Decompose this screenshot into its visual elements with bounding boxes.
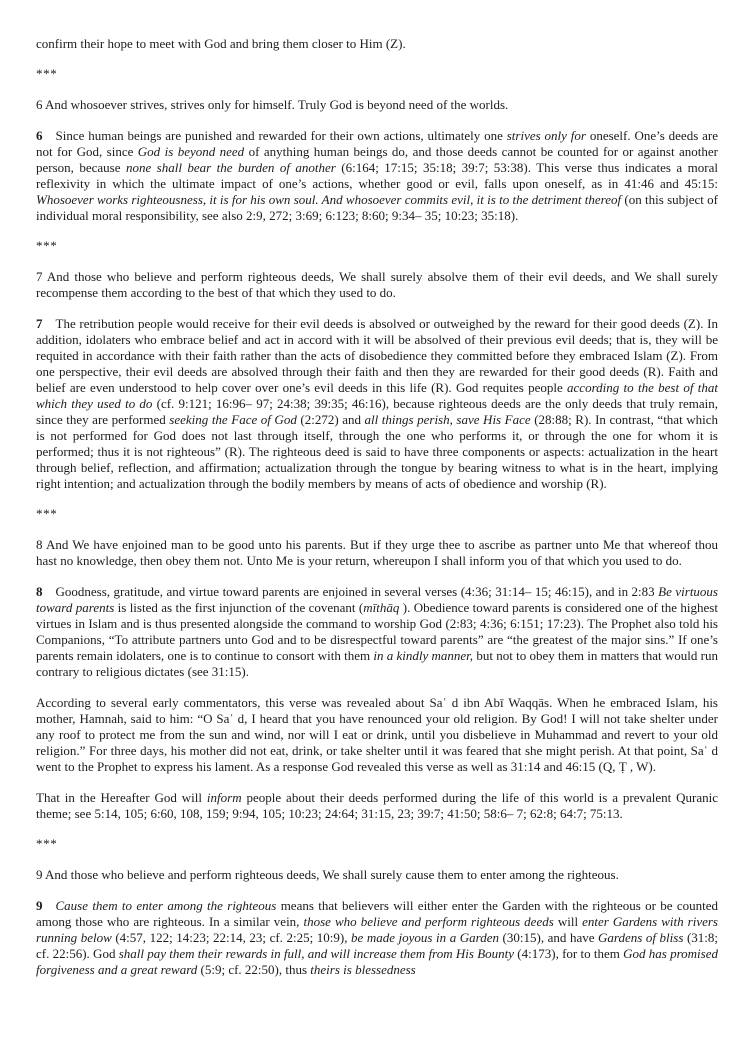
prose-run: ***	[36, 836, 58, 851]
prose-run: (4:173), for to them	[514, 946, 624, 961]
prose-run: (cf. 9:121; 16:96– 97; 24:38; 39:35; 46:16), because righteous deeds are the only deeds that truly remain, since they are performed	[36, 396, 718, 427]
quoted-scripture-run: Whosoever works righteousness, it is for his own soul. And whosoever commits evil, it is to the detriment thereof	[36, 192, 622, 207]
prose-run: ***	[36, 506, 58, 521]
prose-run: According to several early commentators, this verse was revealed about Saʿ d ibn Abī Waqqās. When he embraced Islam, his mother, Hamnah, said to him: “O Saʿ d, I heard that you have renounced your old religion. By God! I will not take shelter under any roof to protect me from the sun and wind, nor will I eat or drink, until you disbelieve in Muhammad and revert to your old religion.” For three days, his mother did not eat, drink, or take shelter until it was feared that she might perish. At that point, Saʿ d went to the Prophet to express his lament. As a response God revealed this verse as well as 31:14 and 46:15 (Q, Ṭ , W).	[36, 695, 718, 774]
prose-run: oneself. One’s deeds are not for God, since	[36, 128, 718, 159]
quoted-scripture-run: theirs is blessedness	[310, 962, 416, 977]
prose-run: will	[553, 914, 583, 929]
prose-run: is listed as the first injunction of the covenant (	[114, 600, 364, 615]
prose-run: means that believers will either enter the Garden with the righteous or be counted among those who are righteous. In a similar vein,	[36, 898, 718, 929]
quoted-scripture-run: Gardens of bliss	[598, 930, 684, 945]
prose-run: 6 And whosoever strives, strives only for himself. Truly God is beyond need of the worlds.	[36, 97, 509, 112]
quoted-scripture-run: none shall bear the burden of another	[125, 160, 336, 175]
quoted-scripture-run: seeking the Face of God	[169, 412, 297, 427]
commentary-verse-number: 7	[36, 316, 43, 331]
verse-text	[36, 537, 718, 569]
quoted-scripture-run: those who believe and perform righteous deeds	[303, 914, 554, 929]
quoted-scripture-run: according to the best of that which they used to do	[36, 380, 718, 411]
prose-run: (30:15), and have	[499, 930, 599, 945]
prose-run: (5:9; cf. 22:50), thus	[197, 962, 311, 977]
prose-run: (31:8; cf. 22:56). God	[36, 930, 719, 961]
commentary-verse-number: 9	[36, 898, 43, 913]
quoted-scripture-run: Be virtuous toward parents	[36, 584, 718, 615]
quoted-scripture-run: God is beyond need	[137, 144, 245, 159]
prose-run: 9 And those who believe and perform righteous deeds, We shall surely cause them to enter among the righteous.	[36, 867, 619, 882]
section-divider	[36, 507, 718, 521]
section-divider	[36, 67, 718, 81]
quoted-scripture-run: Cause them to enter among the righteous	[55, 898, 277, 913]
prose-run: (2:272) and	[296, 412, 365, 427]
prose-run: (4:57, 122; 14:23; 22:14, 23; cf. 2:25; 10:9),	[111, 930, 352, 945]
section-divider	[36, 837, 718, 851]
prose-run: Since human beings are punished and rewarded for their own actions, ultimately one	[55, 128, 507, 143]
body-paragraph	[36, 36, 718, 52]
quoted-scripture-run: strives only for	[506, 128, 586, 143]
quoted-scripture-run: mīthāq	[363, 600, 400, 615]
prose-run: ***	[36, 66, 58, 81]
commentary-paragraph	[36, 584, 718, 680]
quoted-scripture-run: shall pay them their rewards in full, and will increase them from His Bounty	[118, 946, 515, 961]
prose-run: (on this subject of individual moral responsibility, see also 2:9, 272; 3:69; 6:123; 8:60; 9:34– 35; 10:23; 35:18).	[36, 192, 719, 223]
commentary-paragraph	[36, 316, 718, 492]
prose-run: confirm their hope to meet with God and bring them closer to Him (Z).	[36, 36, 406, 51]
verse-text	[36, 867, 718, 883]
verse-text	[36, 269, 718, 301]
prose-run: 7 And those who believe and perform righteous deeds, We shall surely absolve them of their evil deeds, and We shall surely recompense them according to the best of that which they used to do.	[36, 269, 718, 300]
quoted-scripture-run: enter Gardens with rivers running below	[36, 914, 718, 945]
verse-text	[36, 97, 718, 113]
prose-run: of anything human beings do, and those deeds cannot be counted for or against another person, because	[36, 144, 719, 175]
prose-run: ***	[36, 238, 58, 253]
quoted-scripture-run: be made joyous in a Garden	[351, 930, 499, 945]
prose-run: The retribution people would receive for their evil deeds is absolved or outweighed by the reward for their good deeds (Z). In addition, idolaters who embrace belief and act in accord with it will be absolved of their previous evil deeds; that is, they will be requited in accordance with their faith rather than the acts of disobedience they committed before they embraced Islam (Z). From one perspective, their evil deeds are absolved through their faith and then they are rewarded for their good deeds (R). Faith and belief are even understood to help cover over one’s evil deeds in this life (R). God requites people	[36, 316, 718, 395]
section-divider	[36, 239, 718, 253]
body-paragraph	[36, 695, 718, 775]
prose-run: ). Obedience toward parents is considered one of the highest virtues in Islam and is thus presented alongside the command to worship God (2:83; 4:36; 6:151; 17:23). The Prophet also told his Companions, “To attribute partners unto God and to be disrespectful toward parents” are “the greatest of the major sins.” If one’s parents remain idolaters, one is to continue to consort with them	[36, 600, 718, 663]
commentary-verse-number: 8	[36, 584, 43, 599]
quoted-scripture-run: in a kindly manner,	[373, 648, 474, 663]
quoted-scripture-run: inform	[206, 790, 242, 805]
prose-run: Goodness, gratitude, and virtue toward parents are enjoined in several verses (4:36; 31:14– 15; 46:15), and in 2:83	[55, 584, 659, 599]
page-body	[36, 36, 718, 978]
commentary-verse-number: 6	[36, 128, 43, 143]
commentary-paragraph	[36, 898, 718, 978]
prose-run: That in the Hereafter God will	[36, 790, 207, 805]
commentary-paragraph	[36, 128, 718, 224]
prose-run: (6:164; 17:15; 35:18; 39:7; 53:38). This verse thus indicates a moral reflexivity in which the ultimate impact of one’s actions, whether good or evil, falls upon oneself, as in 41:46 and 45:15:	[36, 160, 718, 191]
body-paragraph	[36, 790, 718, 822]
quoted-scripture-run: all things perish, save His Face	[364, 412, 531, 427]
quoted-scripture-run: God has promised forgiveness and a great reward	[36, 946, 718, 977]
prose-run: 8 And We have enjoined man to be good unto his parents. But if they urge thee to ascribe as partner unto Me that whereof thou hast no knowledge, then obey them not. Unto Me is your return, whereupon I shall inform you of that which you used to do.	[36, 537, 718, 568]
prose-run: people about their deeds performed during the life of this world is a prevalent Quranic theme; see 5:14, 105; 6:60, 108, 159; 9:94, 105; 10:23; 24:64; 31:15, 23; 39:7; 41:50; 58:6– 7; 62:8; 64:7; 75:13.	[36, 790, 718, 821]
prose-run: but not to obey them in matters that would run contrary to religious dictates (see 31:15).	[36, 648, 718, 679]
prose-run: (28:88; R). In contrast, “that which is not performed for God does not last through itself, through the one who performs it, or through the one for whom it is performed; thus it is not righteous” (R). The righteous deed is said to have three components or aspects: actualization in the heart through belief, reflection, and affirmation; actualization through the tongue by bearing witness to what is in the heart, implying right intention; and actualization through the bodily members by means of acts of obedience and worship (R).	[36, 412, 719, 491]
